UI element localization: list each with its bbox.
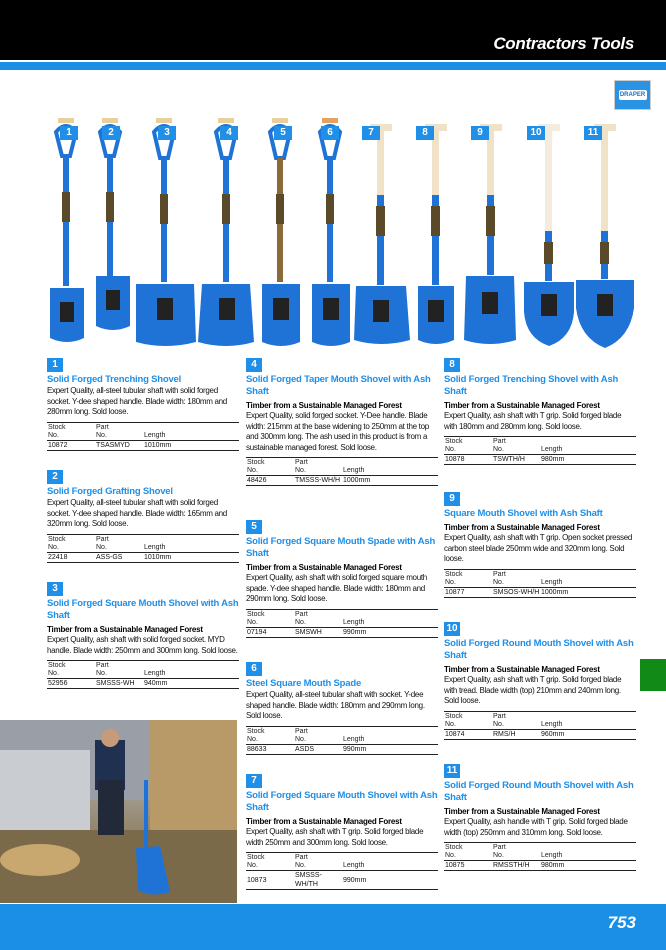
length-header: Length xyxy=(540,569,636,587)
usage-photo xyxy=(0,720,237,903)
part-header: Part No. xyxy=(492,437,540,455)
stock-header: Stock No. xyxy=(246,609,294,627)
product-spec-table xyxy=(246,852,438,890)
stock-number: 48426 xyxy=(246,476,294,486)
product-subtitle: Timber from a Sustainable Managed Forest xyxy=(444,665,600,674)
product-subtitle: Timber from a Sustainable Managed Forest xyxy=(246,563,402,572)
product-subtitle: Timber from a Sustainable Managed Forest xyxy=(246,817,402,826)
section-number: 11 xyxy=(444,764,460,778)
product-section-2 xyxy=(47,470,239,563)
tool-number-9: 9 xyxy=(471,126,489,140)
section-tab xyxy=(640,659,666,691)
product-title: Solid Forged Round Mouth Shovel with Ash Shaft xyxy=(444,780,634,803)
product-section-8 xyxy=(444,358,636,465)
length-value: 1010mm xyxy=(143,440,239,450)
part-number: ASS-GS xyxy=(95,552,143,562)
length-value: 940mm xyxy=(143,679,239,689)
part-header: Part No. xyxy=(95,422,143,440)
length-value: 1000mm xyxy=(540,587,636,597)
product-description: Expert Quality, ash shaft with T grip. Open socket pressed carbon steel blade 250mm wide and 320mm long. Sold loose. xyxy=(444,533,633,563)
table-row xyxy=(47,679,239,689)
part-header: Part No. xyxy=(492,569,540,587)
section-number: 7 xyxy=(246,774,262,788)
part-number: SMSWH xyxy=(294,627,342,637)
part-header: Part No. xyxy=(294,726,342,744)
stock-number: 10872 xyxy=(47,440,95,450)
product-description: Expert Quality, ash shaft with solid forged square mouth spade. Y-dee shaped handle. Blade width: 180mm and 290mm long. Sold loose. xyxy=(246,573,427,603)
product-description: Expert Quality, solid forged socket. Y-Dee handle. Blade width: 215mm at the base widening to 250mm at the top and 300mm long. The ash used in this product is from a sustainable managed forest. Sold loose. xyxy=(246,411,429,452)
product-title: Square Mouth Shovel with Ash Shaft xyxy=(444,508,603,519)
shovel-3-image xyxy=(136,118,196,346)
product-subtitle: Timber from a Sustainable Managed Forest xyxy=(444,807,600,816)
table-header-row xyxy=(47,534,239,552)
shovel-illustrations-svg xyxy=(44,112,640,354)
shovel-7-image xyxy=(354,124,410,344)
product-section-10 xyxy=(444,622,636,740)
product-description: Expert Quality, ash shaft with T grip. Solid forged blade with 180mm and 280mm long. Sold loose. xyxy=(444,411,622,431)
product-description: Expert Quality, ash shaft with T grip. Solid forged blade width 250mm and 300mm long. Sold loose. xyxy=(246,827,424,847)
product-title: Solid Forged Grafting Shovel xyxy=(47,486,173,497)
part-number: TSWTH/H xyxy=(492,455,540,465)
section-number: 6 xyxy=(246,662,262,676)
product-spec-table xyxy=(444,569,636,598)
product-spec-table xyxy=(444,436,636,465)
stock-number: 88633 xyxy=(246,744,294,754)
product-section-11 xyxy=(444,764,636,871)
product-description: Expert Quality, all-steel tubular shaft with solid forged socket. Y-dee shaped handle. Blade width: 165mm and 320mm long. Sold loose. xyxy=(47,498,227,528)
product-title: Solid Forged Square Mouth Spade with Ash Shaft xyxy=(246,536,436,559)
length-value: 980mm xyxy=(540,455,636,465)
product-section-7 xyxy=(246,774,438,890)
length-header: Length xyxy=(540,843,636,861)
stock-header: Stock No. xyxy=(47,534,95,552)
part-number: RMSSTH/H xyxy=(492,861,540,871)
section-number: 3 xyxy=(47,582,63,596)
table-header-row xyxy=(246,726,438,744)
part-header: Part No. xyxy=(492,843,540,861)
product-section-9 xyxy=(444,492,636,598)
shovel-1-image xyxy=(50,118,84,342)
part-number: TMSSS-WH/H xyxy=(295,477,341,484)
product-section-3 xyxy=(47,582,239,689)
length-header: Length xyxy=(540,711,636,729)
product-spec-table xyxy=(444,842,636,871)
part-number: RMS/H xyxy=(492,729,540,739)
product-spec-table xyxy=(246,609,438,638)
length-value: 990mm xyxy=(342,744,438,754)
stock-header: Stock No. xyxy=(246,458,294,476)
section-number: 8 xyxy=(444,358,460,372)
section-number: 4 xyxy=(246,358,262,372)
part-header: Part No. xyxy=(95,661,143,679)
table-row xyxy=(246,627,438,637)
table-header-row xyxy=(246,853,438,871)
table-header-row xyxy=(444,711,636,729)
tool-number-3: 3 xyxy=(158,126,176,140)
table-header-row xyxy=(47,661,239,679)
table-row xyxy=(246,744,438,754)
part-header: Part No. xyxy=(294,458,342,476)
section-number: 5 xyxy=(246,520,262,534)
product-subtitle: Timber from a Sustainable Managed Forest xyxy=(444,401,600,410)
product-subtitle: Timber from a Sustainable Managed Forest xyxy=(444,523,600,532)
table-row xyxy=(444,587,636,597)
stock-number: 07194 xyxy=(246,627,294,637)
page-footer xyxy=(0,904,666,950)
product-spec-table xyxy=(246,457,438,486)
part-header: Part No. xyxy=(294,609,342,627)
stock-header: Stock No. xyxy=(444,711,492,729)
table-row xyxy=(444,861,636,871)
stock-number: 22418 xyxy=(47,552,95,562)
product-title: Solid Forged Taper Mouth Shovel with Ash Shaft xyxy=(246,374,431,397)
product-spec-table xyxy=(444,711,636,740)
table-row xyxy=(246,476,438,486)
part-header: Part No. xyxy=(492,711,540,729)
stock-header: Stock No. xyxy=(444,437,492,455)
product-spec-table xyxy=(47,422,239,451)
length-value: 1010mm xyxy=(143,552,239,562)
length-header: Length xyxy=(342,458,438,476)
tool-number-1: 1 xyxy=(60,126,78,140)
stock-header: Stock No. xyxy=(246,853,294,871)
table-row xyxy=(47,552,239,562)
stock-number: 10873 xyxy=(246,871,294,890)
section-number: 9 xyxy=(444,492,460,506)
length-header: Length xyxy=(540,437,636,455)
length-value: 1000mm xyxy=(342,476,438,486)
shovel-6-image xyxy=(312,118,350,346)
shovel-5-image xyxy=(262,118,300,346)
tool-number-10: 10 xyxy=(527,126,545,140)
part-header: Part No. xyxy=(95,534,143,552)
length-value: 980mm xyxy=(540,861,636,871)
stock-header: Stock No. xyxy=(444,569,492,587)
product-section-6 xyxy=(246,662,438,755)
tool-number-11: 11 xyxy=(584,126,602,140)
page-title: Contractors Tools xyxy=(493,34,634,53)
tool-number-6: 6 xyxy=(321,126,339,140)
length-header: Length xyxy=(342,609,438,627)
product-subtitle: Timber from a Sustainable Managed Forest xyxy=(47,625,203,634)
draper-logo: DRAPER xyxy=(614,80,651,110)
tool-number-7: 7 xyxy=(362,126,380,140)
table-header-row xyxy=(246,458,438,476)
part-number: ASDS xyxy=(294,744,342,754)
table-header-row xyxy=(444,569,636,587)
length-value: 960mm xyxy=(540,729,636,739)
shovel-4-image xyxy=(198,118,254,346)
section-number: 10 xyxy=(444,622,460,636)
stock-number: 10875 xyxy=(444,861,492,871)
page-header xyxy=(0,0,666,60)
shovel-10-image xyxy=(524,124,574,346)
part-number: TSASMYD xyxy=(95,440,143,450)
part-number: SMSSS-WH xyxy=(95,679,143,689)
shovel-9-image xyxy=(464,124,516,344)
length-header: Length xyxy=(143,661,239,679)
stock-header: Stock No. xyxy=(47,422,95,440)
header-strip xyxy=(0,62,666,70)
product-spec-table xyxy=(246,726,438,755)
tool-illustrations xyxy=(44,112,640,354)
length-header: Length xyxy=(342,726,438,744)
shovel-11-image xyxy=(576,124,634,348)
product-title: Solid Forged Trenching Shovel with Ash Shaft xyxy=(444,374,619,397)
tool-number-4: 4 xyxy=(220,126,238,140)
shovel-8-image xyxy=(418,124,454,344)
part-header: Part No. xyxy=(294,853,342,871)
product-title: Solid Forged Square Mouth Shovel with Ash Shaft xyxy=(47,598,239,621)
product-title: Steel Square Mouth Spade xyxy=(246,678,362,689)
product-description: Expert Quality, all-steel tubular shaft with socket. Y-dee shaped handle. Blade width: 180mm and 290mm long. Sold loose. xyxy=(246,690,425,720)
table-row xyxy=(444,455,636,465)
stock-number: 52956 xyxy=(47,679,95,689)
stock-header: Stock No. xyxy=(444,843,492,861)
product-title: Solid Forged Round Mouth Shovel with Ash Shaft xyxy=(444,638,634,661)
product-title: Solid Forged Trenching Shovel xyxy=(47,374,182,385)
tool-number-8: 8 xyxy=(416,126,434,140)
table-header-row xyxy=(47,422,239,440)
product-title: Solid Forged Square Mouth Shovel with Ash Shaft xyxy=(246,790,438,813)
table-header-row xyxy=(444,843,636,861)
tool-number-5: 5 xyxy=(274,126,292,140)
stock-header: Stock No. xyxy=(47,661,95,679)
product-description: Expert Quality, ash handle with T grip. Solid forged blade width (top) 250mm and 310mm long. Sold loose. xyxy=(444,817,628,837)
product-description: Expert Quality, ash shaft with solid forged socket. MYD handle. Blade width: 250mm and 300mm long. Sold loose. xyxy=(47,635,238,655)
product-description: Expert Quality, all-steel tubular shaft with solid forged socket. Y-dee shaped handle. Blade width: 180mm and 280mm long. Sold loose. xyxy=(47,386,227,416)
table-header-row xyxy=(444,437,636,455)
table-row xyxy=(246,871,438,890)
stock-number: 10878 xyxy=(444,455,492,465)
stock-number: 10877 xyxy=(444,587,492,597)
part-number: SMSSS-WH/TH xyxy=(294,871,342,890)
table-header-row xyxy=(246,609,438,627)
section-number: 1 xyxy=(47,358,63,372)
product-spec-table xyxy=(47,534,239,563)
table-row xyxy=(444,729,636,739)
shovel-2-image xyxy=(96,118,130,330)
product-section-5 xyxy=(246,520,438,638)
length-header: Length xyxy=(342,853,438,871)
product-spec-table xyxy=(47,660,239,689)
length-value: 990mm xyxy=(342,627,438,637)
tool-number-2: 2 xyxy=(102,126,120,140)
section-number: 2 xyxy=(47,470,63,484)
length-header: Length xyxy=(143,422,239,440)
table-row xyxy=(47,440,239,450)
length-value: 990mm xyxy=(342,871,438,890)
part-number: SMSOS-WH/H xyxy=(493,588,540,596)
product-subtitle: Timber from a Sustainable Managed Forest xyxy=(246,401,402,410)
page-number: 753 xyxy=(607,913,636,932)
length-header: Length xyxy=(143,534,239,552)
product-section-1 xyxy=(47,358,239,451)
product-description: Expert Quality, ash shaft with T grip. Solid forged blade with tread. Blade width (top) 210mm and 240mm long. Sold loose. xyxy=(444,675,622,705)
stock-header: Stock No. xyxy=(246,726,294,744)
usage-photo-svg xyxy=(0,720,237,903)
stock-number: 10874 xyxy=(444,729,492,739)
product-section-4 xyxy=(246,358,438,486)
